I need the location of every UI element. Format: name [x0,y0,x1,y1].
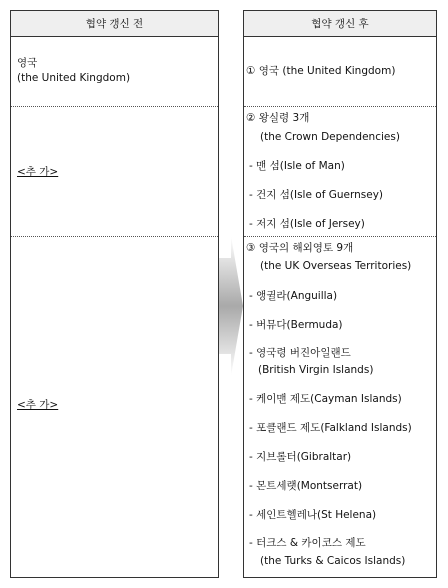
crown-dependencies-english: (the Crown Dependencies) [260,131,400,143]
territory-item: - 앵귈라(Anguilla) [249,290,338,302]
overseas-territories-title: ③ 영국의 해외영토 9개 [246,242,354,254]
overseas-territories-english: (the UK Overseas Territories) [260,260,412,272]
territory-item: - 세인트헬레나(St Helena) [249,509,377,521]
territory-item: - 버뮤다(Bermuda) [249,319,343,331]
after-renewal-table [243,10,437,578]
territory-item-english: (the Turks & Caicos Islands) [260,555,406,567]
territory-item: - 포클랜드 제도(Falkland Islands) [249,422,412,434]
before-add-label-1: <추 가> [17,166,59,178]
row-divider [11,236,218,237]
before-uk-english: (the United Kingdom) [17,72,131,84]
right-arrow-icon [219,236,243,376]
row-divider [11,106,218,107]
territory-item: - 케이맨 제도(Cayman Islands) [249,393,402,405]
territory-item-english: (British Virgin Islands) [258,364,374,376]
territory-item: - 터크스 & 카이코스 제도 [249,537,366,549]
row-divider [244,236,436,237]
territory-item: - 지브롤터(Gibraltar) [249,451,352,463]
territory-item: - 몬트세랫(Montserrat) [249,480,363,492]
territory-item: - 영국령 버진아일랜드 [249,347,351,359]
before-renewal-table [10,10,219,578]
crown-dependencies-title: ② 왕실령 3개 [246,112,310,124]
before-uk-label: 영국 [17,57,38,69]
before-add-label-2: <추 가> [17,399,59,411]
before-header: 협약 갱신 전 [11,11,218,37]
crown-item: - 건지 섬(Isle of Guernsey) [249,189,384,201]
after-header: 협약 갱신 후 [244,11,436,37]
row-divider [244,106,436,107]
crown-item: - 맨 섬(Isle of Man) [249,160,345,172]
crown-item: - 저지 섬(Isle of Jersey) [249,218,365,230]
after-item-uk: ① 영국 (the United Kingdom) [246,65,396,77]
